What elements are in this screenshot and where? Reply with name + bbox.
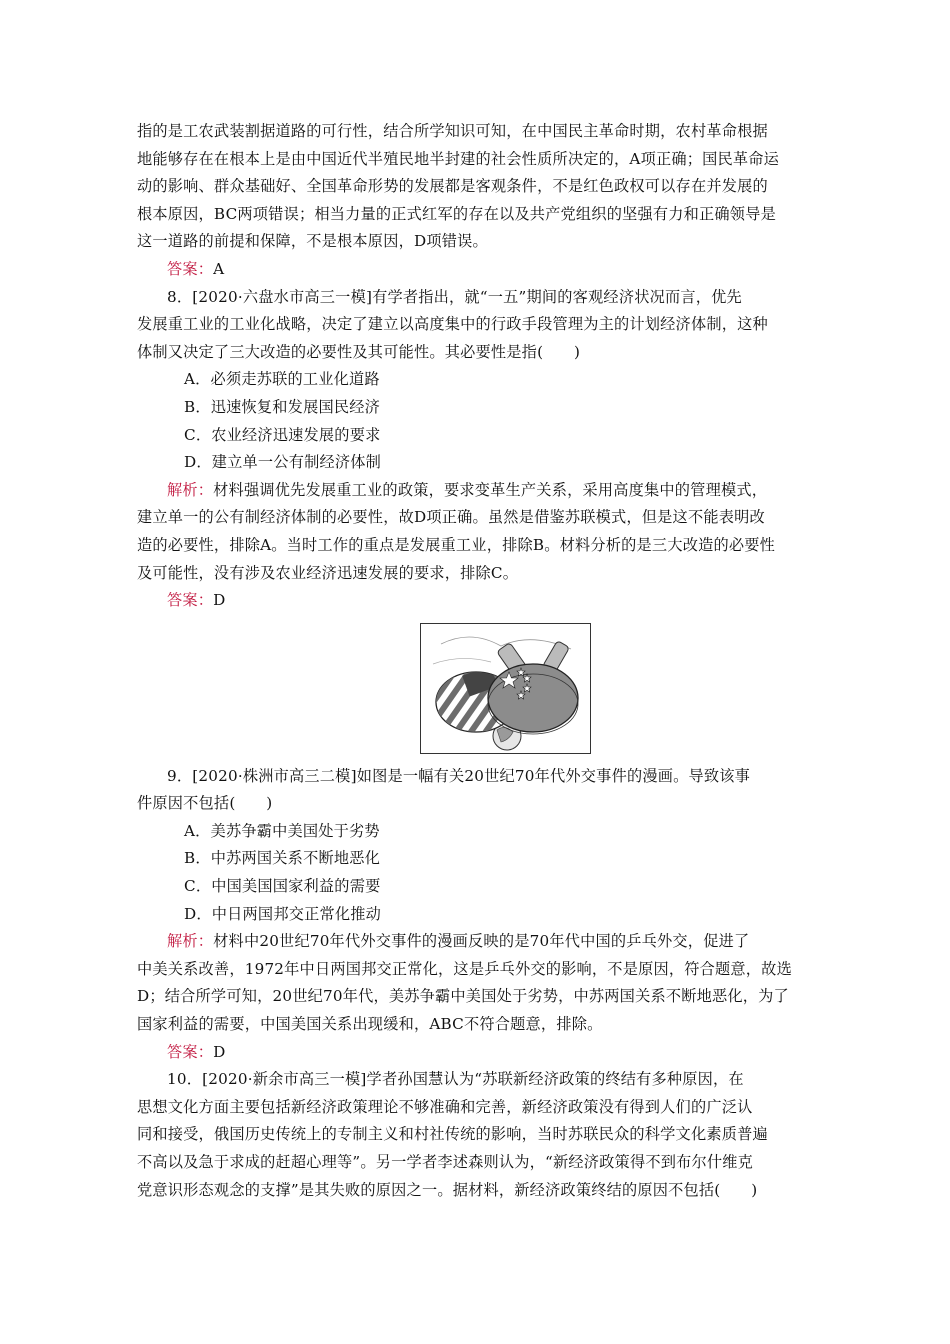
question-10 bbox=[137, 1066, 813, 1204]
analysis-line bbox=[137, 928, 813, 956]
option-a: A．必须走苏联的工业化道路 bbox=[184, 370, 380, 389]
question-stem-line: 8．[2020·六盘水市高三一模]有学者指出，就“一五”期间的客观经济状况而言，优先 bbox=[167, 287, 742, 306]
question-stem-line: 体制又决定了三大改造的必要性及其可能性。其必要性是指( ) bbox=[137, 342, 581, 361]
answer-label: 答案： bbox=[167, 259, 214, 278]
answer-label: 答案： bbox=[167, 1042, 214, 1061]
answer-value: D bbox=[213, 1042, 226, 1061]
analysis-line: D；结合所学可知，20世纪70年代，美苏争霸中美国处于劣势，中苏两国关系不断地恶化，为了 bbox=[137, 987, 789, 1006]
question-stem-line: 10．[2020·新余市高三一模]学者孙国慧认为“苏联新经济政策的终结有多种原因，在 bbox=[167, 1070, 744, 1089]
figure-container bbox=[137, 615, 813, 763]
question-stem-line: 党意识形态观念的支撑”是其失败的原因之一。据材料，新经济政策终结的原因不包括( ) bbox=[137, 1180, 758, 1199]
analysis-line: 造的必要性，排除A。当时工作的重点是发展重工业，排除B。材料分析的是三大改造的必要性 bbox=[137, 535, 776, 554]
option-d: D．中日两国邦交正常化推动 bbox=[184, 904, 382, 923]
text-line: 动的影响、群众基础好、全国革命形势的发展都是客观条件，不是红色政权可以存在并发展的 bbox=[137, 177, 768, 196]
text-line: 地能够存在在根本上是由中国近代半殖民地半封建的社会性质所决定的，A项正确；国民革命运 bbox=[137, 149, 780, 168]
analysis-line: 国家利益的需要，中国美国关系出现缓和，ABC不符合题意，排除。 bbox=[137, 1015, 603, 1034]
text-line: 根本原因，BC两项错误；相当力量的正式红军的存在以及共产党组织的坚强有力和正确领导是 bbox=[137, 204, 776, 223]
option-c: C．农业经济迅速发展的要求 bbox=[184, 425, 381, 444]
question-stem-line: 思想文化方面主要包括新经济政策理论不够准确和完善，新经济政策没有得到人们的广泛认 bbox=[137, 1097, 753, 1116]
question-stem-line: 件原因不包括( ) bbox=[137, 794, 273, 813]
ping-pong-diplomacy-cartoon-icon bbox=[420, 623, 591, 754]
question-8 bbox=[137, 284, 813, 615]
answer-line bbox=[137, 256, 813, 284]
text-line: 指的是工农武装割据道路的可行性，结合所学知识可知，在中国民主革命时期，农村革命根据 bbox=[137, 122, 768, 140]
analysis-line bbox=[137, 477, 813, 505]
analysis-label: 解析： bbox=[167, 932, 214, 951]
text-line: 这一道路的前提和保障，不是根本原因，D项错误。 bbox=[137, 232, 488, 251]
option-d: D．建立单一公有制经济体制 bbox=[184, 453, 382, 472]
question-9 bbox=[137, 763, 813, 1067]
analysis-text: 材料强调优先发展重工业的政策，要求变革生产关系，采用高度集中的管理模式， bbox=[213, 480, 768, 499]
option-a: A．美苏争霸中美国处于劣势 bbox=[184, 821, 380, 840]
prev-analysis-block bbox=[137, 118, 813, 284]
question-stem-line: 同和接受，俄国历史传统上的专制主义和村社传统的影响，当时苏联民众的科学文化素质普遍 bbox=[137, 1125, 768, 1144]
question-stem-line: 9．[2020·株洲市高三二模]如图是一幅有关20世纪70年代外交事件的漫画。导致该事 bbox=[167, 766, 751, 785]
answer-value: D bbox=[213, 591, 226, 610]
answer-value: A bbox=[213, 259, 225, 278]
answer-label: 答案： bbox=[167, 591, 214, 610]
document-page bbox=[137, 118, 813, 1204]
sketch-line bbox=[433, 658, 491, 664]
analysis-line: 及可能性，没有涉及农业经济迅速发展的要求，排除C。 bbox=[137, 563, 519, 582]
analysis-line: 建立单一的公有制经济体制的必要性，故D项正确。虽然是借鉴苏联模式，但是这不能表明改 bbox=[137, 508, 765, 527]
option-c: C．中国美国国家利益的需要 bbox=[184, 877, 381, 896]
option-b: B．迅速恢复和发展国民经济 bbox=[184, 397, 381, 416]
analysis-text: 材料中20世纪70年代外交事件的漫画反映的是70年代中国的乒乓外交，促进了 bbox=[213, 932, 750, 951]
answer-line bbox=[137, 587, 813, 615]
question-stem-line: 不高以及急于求成的赶超心理等”。另一学者李述森则认为，“新经济政策得不到布尔什维克 bbox=[137, 1153, 754, 1171]
option-b: B．中苏两国关系不断地恶化 bbox=[184, 849, 381, 868]
cartoon-illustration bbox=[421, 624, 589, 752]
question-stem-line: 发展重工业的工业化战略，决定了建立以高度集中的行政手段管理为主的计划经济体制，这种 bbox=[137, 315, 768, 334]
answer-line bbox=[137, 1039, 813, 1067]
analysis-label: 解析： bbox=[167, 480, 214, 499]
analysis-line: 中美关系改善，1972年中日两国邦交正常化，这是乒乓外交的影响，不是原因，符合题意，故选 bbox=[137, 959, 792, 978]
